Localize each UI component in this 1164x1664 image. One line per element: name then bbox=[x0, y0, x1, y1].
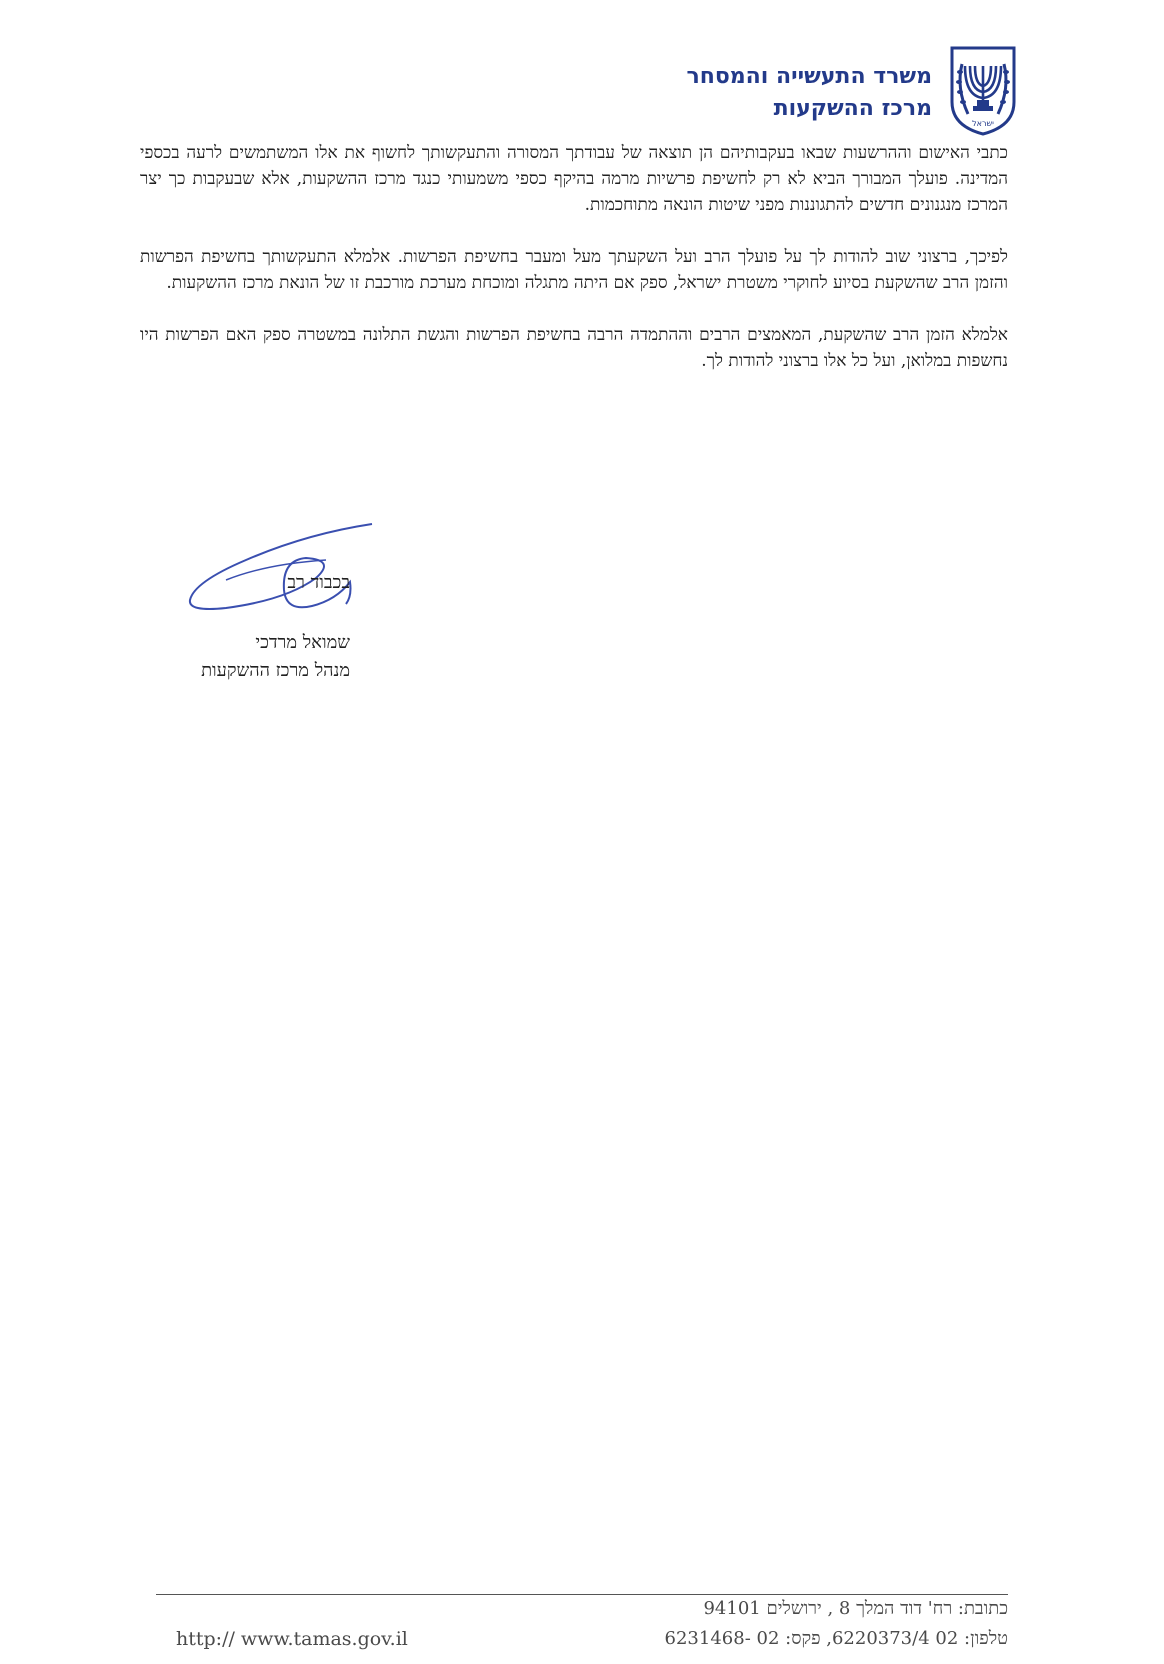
signature-block bbox=[160, 520, 420, 700]
department-name: מרכז ההשקעות bbox=[773, 96, 932, 121]
signer-name: שמואל מרדכי bbox=[255, 632, 350, 653]
emblem-inscription: ישראל bbox=[972, 119, 994, 128]
handwritten-signature-icon bbox=[186, 520, 386, 640]
state-emblem-icon bbox=[946, 44, 1020, 136]
signer-title: מנהל מרכז ההשקעות bbox=[201, 660, 350, 681]
ministry-name: משרד התעשייה והמסחר bbox=[686, 64, 932, 89]
footer-address: כתובת: רח' דוד המלך 8 , ירושלים 94101 bbox=[703, 1598, 1008, 1619]
letter-body bbox=[140, 140, 1008, 400]
paragraph: כתבי האישום וההרשעות שבאו בעקבותיהם הן תוצאה של עבודתך המסורה והתעקשותך לחשוף את אלו המשתמשים לרעה בכספי המדינה. פועלך המבורך הביא לא רק לחשיפת פרשיות מרמה בהיקף כספי משמעותי כנגד מרכז ההשקעות, אלא שבעקבות כך יצר המרכז מנגנונים חדשים להתגוננות מפני שיטות הונאה מתוחכמות. bbox=[140, 143, 1008, 215]
footer-divider bbox=[156, 1594, 1008, 1595]
footer-website-link[interactable]: http:// www.tamas.gov.il bbox=[176, 1628, 408, 1650]
letterhead bbox=[600, 44, 1020, 144]
paragraph: לפיכך, ברצוני שוב להודות לך על פועלך הרב ועל השקעתך מעל ומעבר בחשיפת הפרשות. אלמלא התעקשותך בחשיפת הפרשות והזמן הרב שהשקעת בסיוע לחוקרי משטרת ישראל, ספק אם היתה מתגלה ומוכחת מערכת מורכבת זו של הונאת מרכז ההשקעות. bbox=[140, 247, 1008, 293]
paragraph: אלמלא הזמן הרב שהשקעת, המאמצים הרבים וההתמדה הרבה בחשיפת הפרשות והגשת התלונה במשטרה ספק האם הפרשות היו נחשפות במלואן, ועל כל אלו ברצוני להודות לך. bbox=[140, 325, 1008, 371]
closing-phrase: בכבוד רב bbox=[287, 572, 350, 593]
footer-phone: טלפון: 02 6220373/4, פקס: 02 -6231468 bbox=[664, 1628, 1008, 1649]
